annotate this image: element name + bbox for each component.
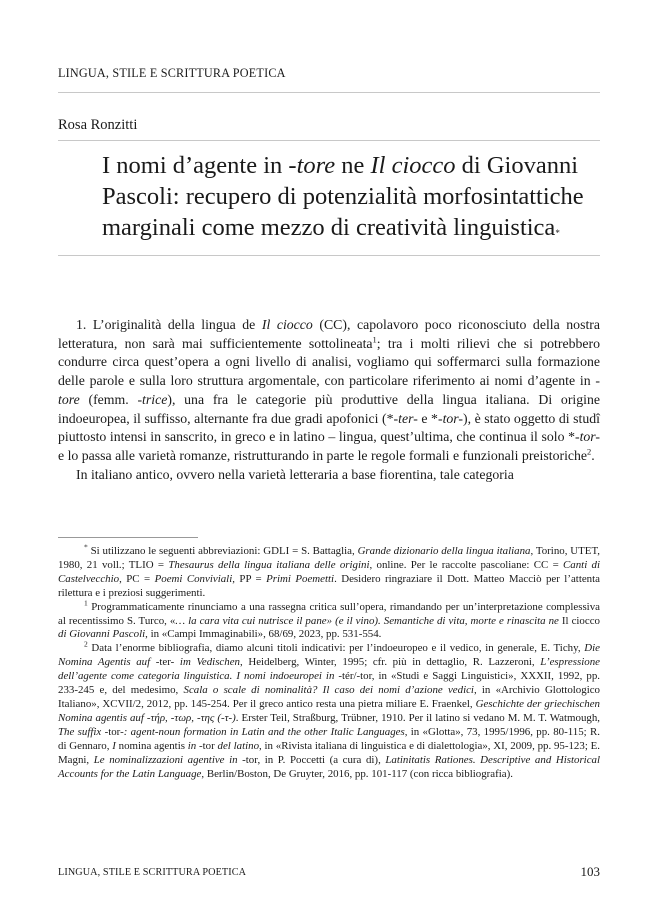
author-name: Rosa Ronzitti [58,117,138,133]
footnotes [58,542,601,781]
footnote-rule [58,537,198,538]
header-rule [58,92,600,93]
footnote: $^1$ Programmaticamente rinunciamo a una rassegna critica sull’opera, rimandando per un’interpretazione complessiva al recentissimo S. Turco, «… la cara vita cui nutrisce il pane» (e il vino). Semantiche di vita, morte e rinascita ne Il ciocco di Giovanni Pascoli, in «Campi Immaginabili», 68/69, 2023, pp. 531-554. [58,598,600,641]
footnote: * Si utilizzano le seguenti abbreviazioni: GDLI = S. Battaglia, Grande dizionario della lingua italiana, Torino, UTET, 1980, 21 voll.; TLIO = Thesaurus della lingua italiana delle origini, online. Per le raccolte pascoliane: CC = Canti di Castelvecchio, PC = Poemi Conviviali, PP = Primi Poemetti. Desidero ringraziare il Dott. Matteo Macciò per l’attenta rilettura e i preziosi suggerimenti. [58,542,601,599]
footnote: $^2$ Data l’enorme bibliografia, diamo alcuni titoli indicativi: per l’indoeuropeo e il vedico, in generale, E. Tichy, Die Nomina Agentis auf -ter- im Vedischen, Heidelberg, Winter, 1995; cfr. più in dettaglio, R. Lazzeroni, L’espressione dell’agente come categoria linguistica. I nomi indoeuropei in -tér/-tor, in «Studi e Saggi Linguistici», XXXII, 1992, pp. 233-245 e, del medesimo, Scala o scale di nominalità? Il caso dei nomi d’azione vedici, in «Archivio Glottologico Italiano», XCVII/2, 2012, pp. 145-254. Per il greco antico resta una pietra miliare E. Fraenkel, Geschichte der griechischen Nomina agentis auf -τήρ, -τωρ, -της (-τ-). Erster Teil, Straßburg, Trübner, 1910. Per il latino si vedano M. M. T. Watmough, The suffix -tor-: agent-noun formation in Latin and the other Italic Languages, in «Glotta», 73, 1995/1996, pp. 80-115; R. di Gennaro, I nomina agentis in -tor del latino, in «Rivista italiana di linguistica e di dialettologia», XI, 2009, pp. 95-123; E. Magni, Le nominalizzazioni agentive in -tor, in P. Poccetti (a cura di), Latinitatis Rationes. Descriptive and Historical Accounts for the Latin Language, Berlin/Boston, De Gruyter, 2016, pp. 101-117 (con ricca bibliografia). [58,639,601,780]
running-footer: LINGUA, STILE E SCRITTURA POETICA [58,867,247,878]
title-rule [58,255,600,256]
paragraph: 1. L’originalità della lingua de Il ciocco (CC), capolavoro poco riconosciuto della nostra letteratura, non sarà mai sufficientemente sottolineata$^1$; tra i molti rilievi che si potrebbero condurre circa quest’opera a ogni livello di analisi, vogliamo qui soffermarci sulla formazione delle parole e sulla loro struttura argomentale, con particolare riferimento ai nomi d’agente in -tore (femm. -trice), una fra le categorie più produttive della lingua italiana. Di origine indoeuropea, il suffisso, alternante fra due gradi apofonici (*-ter- e *-tor-), è stato oggetto di studî piuttosto intensi in sanscrito, in greco e in latino – lingua, quest’ultima, che continua il solo *-tor- e lo passa alle varietà romanze, ristrutturando in parte le regole formali e funzionali preistoriche$^2$. [58,317,601,463]
footnote-ref[interactable]: 2 [587,446,592,457]
article-title: I nomi d’agente in -tore ne Il ciocco di Giovanni Pascoli: recupero di potenzialità morfosintattiche marginali come mezzo di creatività linguistica* [102,152,584,241]
author-rule [58,140,600,141]
page-number: 103 [580,864,600,879]
footnote-ref[interactable]: 1 [372,334,377,345]
paragraph: In italiano antico, ovvero nella varietà letteraria a base fiorentina, tale categoria [76,466,514,482]
running-header: LINGUA, STILE E SCRITTURA POETICA [58,66,286,80]
title-footnote-mark: * [555,228,560,238]
body-text [58,316,600,484]
